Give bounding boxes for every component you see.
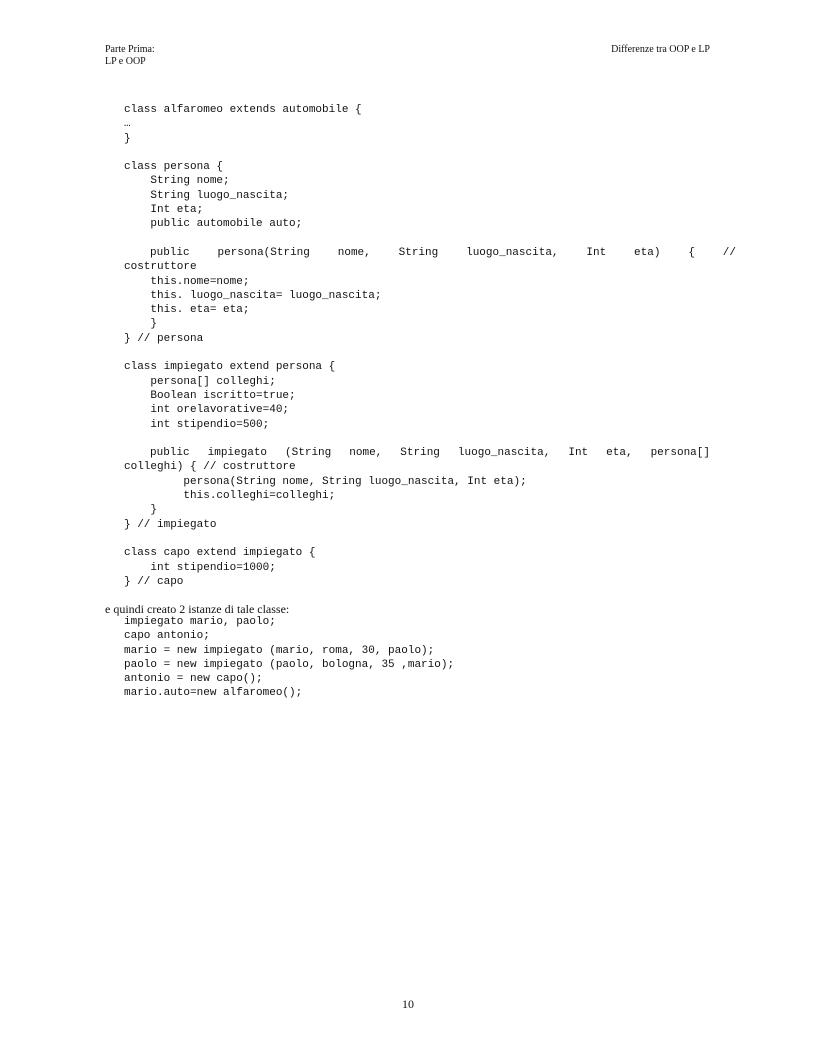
header-section-title: Parte Prima:: [105, 44, 155, 55]
code-block-instances: [124, 615, 454, 701]
code-line: public persona(String nome, String luogo_nascita, Int eta) { //: [150, 246, 736, 259]
code-line: String nome;: [124, 175, 230, 188]
code-line: } // persona: [124, 332, 204, 345]
code-line: [124, 232, 736, 246]
code-line: this. eta= eta;: [124, 304, 250, 317]
code-line: costruttore: [124, 261, 197, 274]
code-line: class alfaromeo extends automobile {: [124, 104, 362, 116]
code-line: class impiegato extend persona {: [124, 361, 336, 374]
code-line: capo antonio;: [124, 630, 210, 643]
code-line: class persona {: [124, 161, 224, 174]
code-line: int stipendio=500;: [124, 418, 270, 431]
running-header-left: [105, 44, 155, 68]
code-line: }: [124, 132, 131, 145]
code-line: public automobile auto;: [124, 218, 303, 231]
body-paragraph: e quindi creato 2 istanze di tale classe:: [105, 602, 290, 616]
code-line: this.nome=nome;: [124, 275, 250, 288]
code-line: public impiegato (String nome, String luogo_nascita, Int eta, persona[]: [150, 447, 710, 460]
code-line: [124, 346, 736, 360]
code-line: Int eta;: [124, 204, 204, 217]
code-line: paolo = new impiegato (paolo, bologna, 35 ,mario);: [124, 658, 455, 671]
code-line: persona[] colleghi;: [124, 375, 276, 388]
header-section-subtitle: LP e OOP: [105, 56, 146, 67]
code-line: mario.auto=new alfaromeo();: [124, 687, 303, 700]
code-line: impiegato mario, paolo;: [124, 616, 276, 628]
running-header-right: Differenze tra OOP e LP: [611, 44, 710, 55]
code-line: } // capo: [124, 575, 184, 588]
code-line: Boolean iscritto=true;: [124, 389, 296, 402]
code-line: String luogo_nascita;: [124, 189, 290, 202]
code-line: [124, 432, 736, 446]
code-line: class capo extend impiegato {: [124, 547, 316, 560]
code-line: }: [124, 318, 158, 331]
code-line: this. luogo_nascita= luogo_nascita;: [124, 289, 382, 302]
code-line: int orelavorative=40;: [124, 404, 290, 417]
code-line: [124, 532, 736, 546]
code-line: persona(String nome, String luogo_nascita, Int eta);: [124, 475, 527, 488]
page-number: 10: [402, 997, 414, 1011]
code-line: colleghi) { // costruttore: [124, 461, 296, 474]
code-line: mario = new impiegato (mario, roma, 30, paolo);: [124, 644, 435, 657]
code-line: antonio = new capo();: [124, 673, 263, 686]
code-line: } // impiegato: [124, 518, 217, 531]
code-line: int stipendio=1000;: [124, 561, 276, 574]
code-line: …: [124, 118, 131, 131]
code-line: [124, 146, 736, 160]
code-block-class-definitions: [124, 103, 736, 589]
code-line: this.colleghi=colleghi;: [124, 490, 336, 503]
code-line: }: [124, 504, 158, 517]
